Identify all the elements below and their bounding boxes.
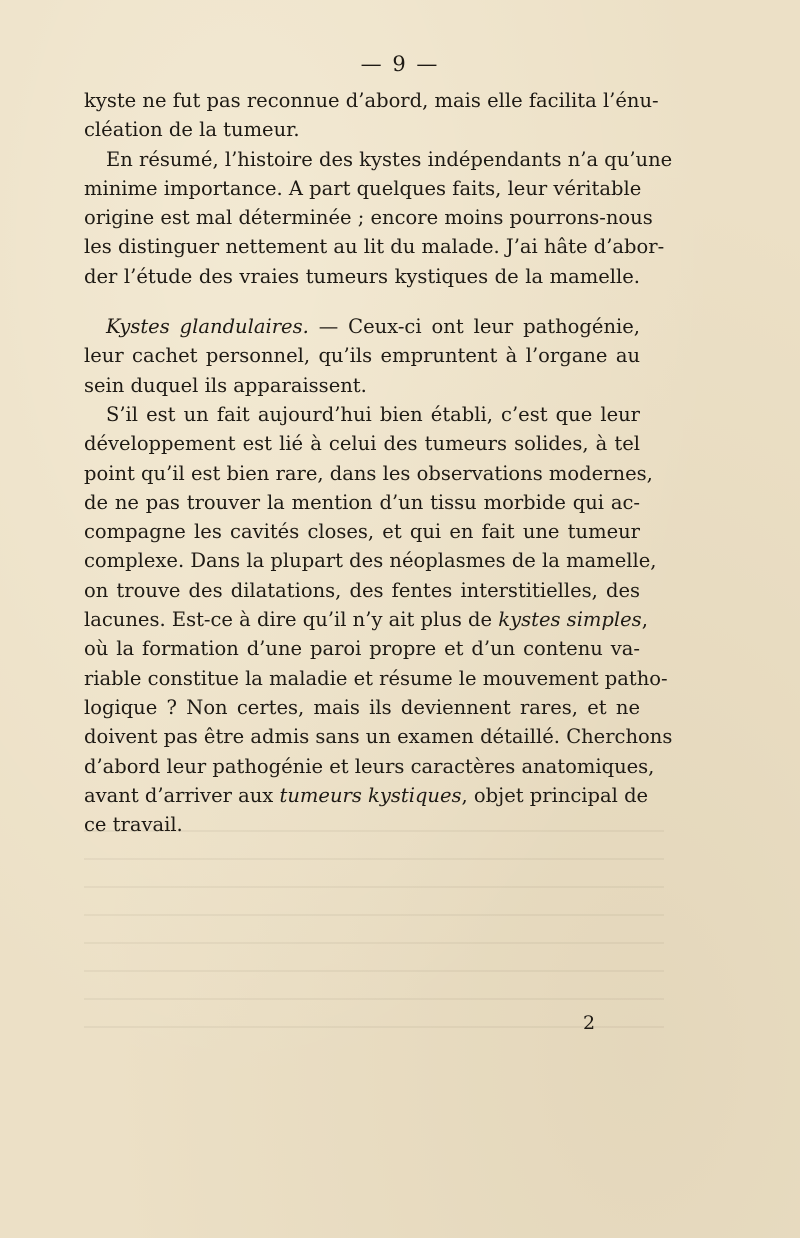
text-fragment: avant d’arriver aux [84,783,280,807]
text-line: minime importance. A part quelques faits, leur véritable [84,176,642,200]
text-fragment: — Ceux-ci ont leur pathogénie, [308,315,640,339]
text-line [84,781,649,810]
text-line: En résumé, l’histoire des kystes indépendants n’a qu’une [106,147,673,171]
page-body [84,86,673,839]
text-line: logique ? Non certes, mais ils deviennent rares, et ne [84,695,640,719]
text-line: où la formation d’une paroi propre et d’un contenu va- [84,637,640,661]
italic-term: tumeurs kystiques [279,783,462,807]
text-fragment: lacunes. Est-ce à dire qu’il n’y ait plus de [84,608,499,632]
paragraph-3 [84,312,640,400]
section-heading: Kystes glandulaires. [106,315,309,339]
paragraph-gap [84,291,640,312]
text-line: compagne les cavités closes, et qui en fait une tumeur [84,520,640,544]
text-line: der l’étude des vraies tumeurs kystiques de la mamelle. [84,264,640,288]
text-line: de ne pas trouver la mention d’un tissu morbide qui ac- [84,490,640,514]
text-line [84,605,648,634]
italic-term: kystes simples [498,608,642,632]
text-line: kyste ne fut pas reconnue d’abord, mais elle facilita l’énu- [84,89,659,112]
text-line: origine est mal déterminée ; encore moins pourrons-nous [84,206,653,230]
text-line: on trouve des dilatations, des fentes interstitielles, des [84,578,640,602]
text-line: les distinguer nettement au lit du malade. J’ai hâte d’abor- [84,235,665,259]
text-line: point qu’il est bien rare, dans les observations modernes, [84,461,653,485]
text-line: ce travail. [84,813,183,837]
paragraph-1 [84,86,659,145]
text-line: complexe. Dans la plupart des néoplasmes de la mamelle, [84,549,657,573]
text-line: S’il est un fait aujourd’hui bien établi, c’est que leur [106,402,640,426]
text-line: sein duquel ils apparaissent. [84,373,367,397]
text-fragment: , [641,608,648,632]
text-line: d’abord leur pathogénie et leurs caractères anatomiques, [84,754,655,778]
paragraph-4 [84,400,673,839]
page-number-header: — 9 — [360,52,440,76]
text-line [84,312,640,341]
text-line: développement est lié à celui des tumeurs solides, à tel [84,432,640,456]
text-line: cléation de la tumeur. [84,118,300,142]
text-line: riable constitue la maladie et résume le mouvement patho- [84,666,668,690]
text-fragment: , objet principal de [461,783,649,807]
paragraph-2 [84,145,673,291]
show-through-texture [84,830,664,1030]
text-line: doivent pas être admis sans un examen détaillé. Cherchons [84,725,673,749]
text-line: leur cachet personnel, qu’ils empruntent à l’organe au [84,344,640,368]
signature-mark: 2 [583,1012,596,1034]
